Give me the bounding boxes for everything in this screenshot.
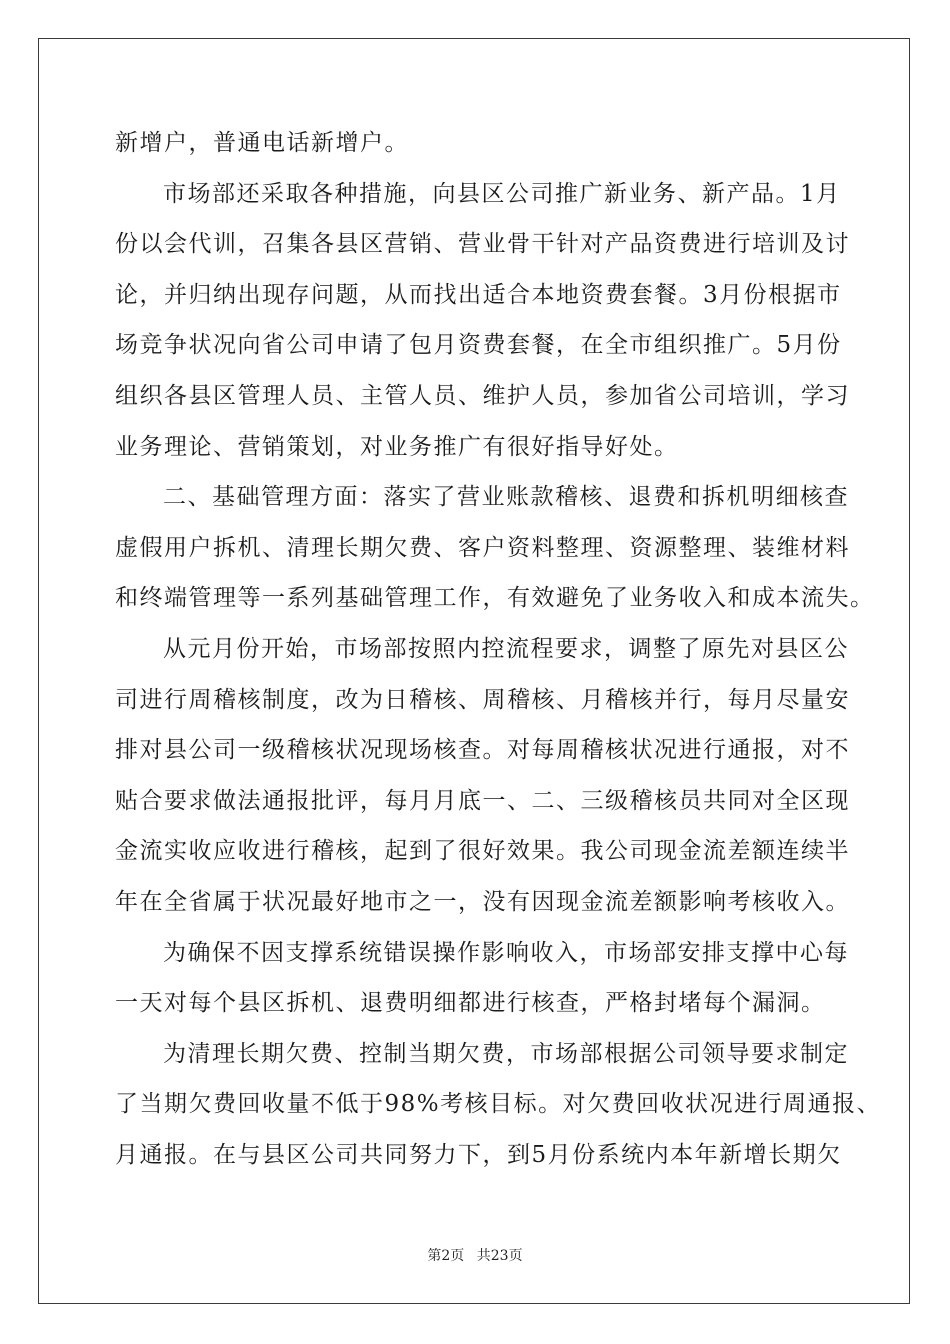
text-line: 场竞争状况向省公司申请了包月资费套餐，在全市组织推广。5月份: [115, 332, 842, 359]
text-line: 和终端管理等一系列基础管理工作，有效避免了业务收入和成本流失。: [115, 585, 875, 612]
text-line: 为确保不因支撑系统错误操作影响收入，市场部安排支撑中心每: [163, 939, 849, 966]
text-line: 一天对每个县区拆机、退费明细都进行核查，严格封堵每个漏洞。: [115, 990, 826, 1017]
page-footer: [0, 1245, 950, 1265]
text-line: 司进行周稽核制度，改为日稽核、周稽核、月稽核并行，每月尽量安: [115, 686, 850, 713]
text-line: 从元月份开始，市场部按照内控流程要求，调整了原先对县区公: [163, 635, 849, 662]
text-line: 为清理长期欠费、控制当期欠费，市场部根据公司领导要求制定: [163, 1040, 849, 1067]
text-line: 月通报。在与县区公司共同努力下，到5月份系统内本年新增长期欠: [115, 1141, 842, 1168]
text-line: 论，并归纳出现存问题，从而找出适合本地资费套餐。3月份根据市: [115, 281, 842, 308]
text-line: 年在全省属于状况最好地市之一，没有因现金流差额影响考核收入。: [115, 888, 850, 915]
text-line: 贴合要求做法通报批评，每月月底一、二、三级稽核员共同对全区现: [115, 787, 850, 814]
text-line: 虚假用户拆机、清理长期欠费、客户资料整理、资源整理、装维材料: [115, 534, 850, 561]
text-line: 二、基础管理方面：落实了营业账款稽核、退费和拆机明细核查: [163, 484, 849, 511]
text-line: 组织各县区管理人员、主管人员、维护人员，参加省公司培训，学习: [115, 382, 850, 409]
text-line: 份以会代训，召集各县区营销、营业骨干针对产品资费进行培训及讨: [115, 231, 850, 258]
text-line: 市场部还采取各种措施，向县区公司推广新业务、新产品。1月: [163, 180, 841, 207]
document-body: [115, 118, 882, 1180]
text-line: 排对县公司一级稽核状况现场核查。对每周稽核状况进行通报，对不: [115, 737, 850, 764]
page-total: 共23页: [476, 1248, 523, 1264]
page-number: 第2页: [427, 1248, 465, 1264]
text-line: 新增户，普通电话新增户。: [115, 130, 409, 156]
text-line: 了当期欠费回收量不低于98%考核目标。对欠费回收状况进行周通报、: [115, 1091, 882, 1118]
text-line: 业务理论、营销策划，对业务推广有很好指导好处。: [115, 433, 679, 460]
text-line: 金流实收应收进行稽核，起到了很好效果。我公司现金流差额连续半: [115, 838, 850, 865]
